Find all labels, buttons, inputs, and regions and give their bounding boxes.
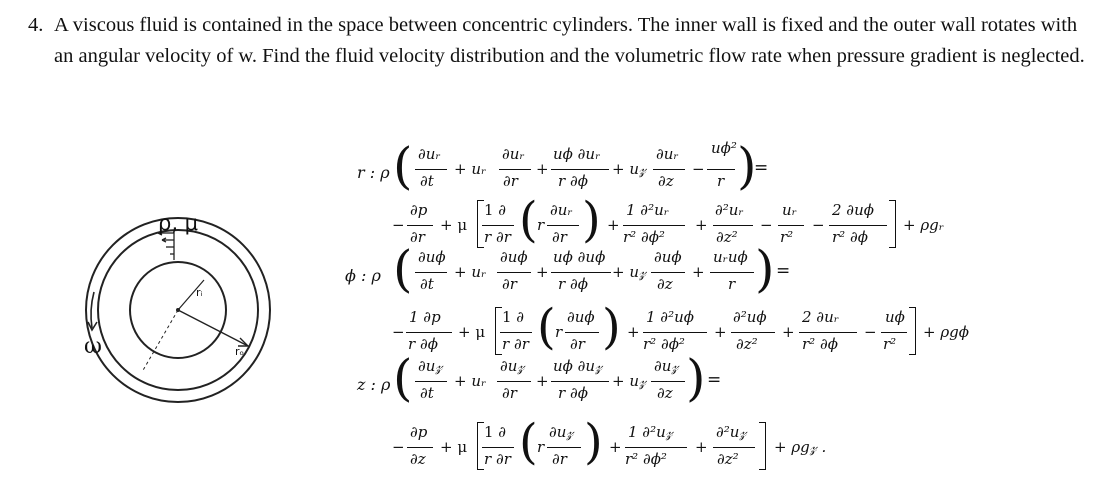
r-frac-bar-11 [778, 225, 804, 226]
phi-plus-ur: + uᵣ [454, 263, 487, 281]
plus-sign: + [692, 263, 705, 281]
z-open-bracket [477, 422, 484, 470]
r-2duphi-num: 2 ∂uϕ [832, 201, 874, 219]
z-dz-den-2: ∂z [410, 450, 426, 468]
z-dr-den-3: ∂r [552, 450, 567, 468]
plus-sign: + [536, 372, 549, 390]
r-dur-num-2: ∂uᵣ [502, 145, 525, 163]
r-r-coef: r [537, 216, 545, 234]
problem-number: 4. [28, 14, 44, 36]
phi-dt-den: ∂t [420, 275, 434, 293]
plus-sign: + [627, 323, 640, 341]
r-dp-num: ∂p [410, 201, 428, 219]
minus-sign: − [392, 216, 405, 234]
z-equation-label: z : ρ [357, 375, 391, 394]
r-rdr-den: r ∂r [484, 228, 511, 246]
phi-frac-bar-12 [881, 332, 907, 333]
r-frac-bar-12 [829, 225, 887, 226]
r-plus-mu: + μ [440, 216, 468, 234]
z-plus-mu: + μ [440, 438, 468, 456]
phi-duphi-num: ∂uϕ [418, 248, 446, 266]
z-inner-close-paren: ) [584, 414, 603, 470]
phi-frac-bar-9 [643, 332, 707, 333]
z-inner-open-paren: ( [519, 414, 538, 470]
r-equation-label: r : ρ [357, 163, 390, 182]
z-frac-bar-7 [547, 447, 581, 448]
plus-sign: + [609, 438, 622, 456]
phi-gravity-term: + ρgϕ [923, 323, 969, 341]
phi-close-bracket [909, 307, 916, 355]
z-frac-bar-3 [551, 381, 609, 382]
z-uphi-duz-num: uϕ ∂u𝓏 [553, 357, 603, 375]
r-uphi-dur-num: uϕ ∂uᵣ [553, 145, 601, 163]
r-dur-num: ∂uᵣ [418, 145, 441, 163]
plus-sign: + [607, 216, 620, 234]
plus-sign: + [714, 323, 727, 341]
z-open-paren: ( [393, 349, 413, 407]
phi-open-paren: ( [393, 240, 413, 298]
z-d2uz-num: ∂²u𝓏 [716, 423, 747, 441]
phi-duphi-num-3: ∂uϕ [654, 248, 682, 266]
r-frac-bar-7 [482, 225, 514, 226]
equals-sign: = [776, 261, 791, 281]
phi-frac-bar-4 [651, 272, 685, 273]
r-inner-close-paren: ) [582, 192, 601, 248]
r-frac-bar-9 [623, 225, 685, 226]
z-close-bracket [759, 422, 766, 470]
phi-r2dphi-den: r² ∂ϕ [802, 335, 838, 353]
phi-uphi-duphi-num: uϕ ∂uϕ [553, 248, 606, 266]
plus-sign: + [536, 263, 549, 281]
phi-d2uphi-num: ∂²uϕ [733, 308, 767, 326]
phi-dr-den-3: ∂r [570, 335, 585, 353]
z-frac-bar-9 [713, 447, 755, 448]
z-one-d-num: 1 ∂ [484, 423, 507, 441]
phi-frac-bar-8 [565, 332, 599, 333]
phi-r-den: r [728, 275, 736, 293]
phi-2dur-num: 2 ∂uᵣ [802, 308, 839, 326]
phi-frac-bar-1 [415, 272, 447, 273]
z-dt-den: ∂t [420, 384, 434, 402]
phi-uphi-num: uϕ [885, 308, 905, 326]
phi-frac-bar-3 [551, 272, 611, 273]
r-dz2-den: ∂z² [716, 228, 738, 246]
z-frac-bar-2 [497, 381, 531, 382]
outer-radius-label: rₒ [235, 345, 245, 358]
r-gravity-term: + ρgᵣ [903, 216, 944, 234]
phi-frac-bar-6 [406, 332, 452, 333]
phi-r2dphi2-den: r² ∂ϕ² [643, 335, 685, 353]
z-one-d2uz-num: 1 ∂²u𝓏 [628, 423, 673, 441]
phi-frac-bar-7 [500, 332, 532, 333]
phi-plus-uz: + u𝓏 [612, 263, 646, 281]
z-duz-num-3: ∂u𝓏 [654, 357, 679, 375]
equals-sign: = [707, 370, 722, 390]
phi-duphi-num-4: ∂uϕ [567, 308, 595, 326]
problem-text: A viscous fluid is contained in the space between concentric cylinders. The inner wall is fixed and the outer wall rotates with an angular velocity of w. Find the fluid velocity distribution and the volumetric flow rate when pressure gradient is neglected. [54, 14, 1085, 67]
phi-rdr-den: r ∂r [502, 335, 529, 353]
r-dr-den-3: ∂r [552, 228, 567, 246]
r-frac-bar-5 [707, 169, 735, 170]
r-frac-bar-10 [713, 225, 753, 226]
phi-one-d2uphi-num: 1 ∂²uϕ [646, 308, 694, 326]
z-close-paren: ) [686, 349, 706, 407]
plus-sign: + [536, 160, 549, 178]
r-one-d2ur-num: 1 ∂²uᵣ [626, 201, 669, 219]
r-frac-bar-2 [499, 169, 531, 170]
phi-frac-bar-5 [710, 272, 754, 273]
r-inner-open-paren: ( [519, 192, 538, 248]
r-dr-den: ∂r [503, 172, 518, 190]
r-frac-bar-8 [547, 225, 579, 226]
z-plus-uz: + u𝓏 [612, 372, 646, 390]
minus-sign: − [392, 438, 405, 456]
r-uphi2-num: uϕ² [711, 139, 737, 157]
r-frac-bar-4 [653, 169, 685, 170]
phi-one-dp-num: 1 ∂p [409, 308, 441, 326]
r-r2dphi2-den: r² ∂ϕ² [623, 228, 665, 246]
r-open-bracket [477, 200, 484, 248]
phi-rdphi-den: r ∂ϕ [558, 275, 588, 293]
minus-sign: − [692, 160, 705, 178]
fluid-properties-label: ρ, μ [158, 211, 199, 235]
phi-r-coef: r [555, 323, 563, 341]
r-plus-uz: + u𝓏 [612, 160, 646, 178]
z-dp-num: ∂p [410, 423, 428, 441]
phi-dz-den: ∂z [657, 275, 673, 293]
z-duz-num-4: ∂u𝓏 [549, 423, 574, 441]
phi-close-paren: ) [755, 240, 775, 298]
z-duz-num: ∂u𝓏 [418, 357, 443, 375]
z-plus-ur: + uᵣ [454, 372, 487, 390]
r-frac-bar-1 [415, 169, 447, 170]
z-frac-bar-6 [482, 447, 514, 448]
r-frac-bar-3 [551, 169, 609, 170]
r-dr-den-2: ∂r [410, 228, 425, 246]
r-r2dphi-den: r² ∂ϕ [832, 228, 868, 246]
r-close-paren: ) [737, 137, 757, 195]
equals-sign: = [754, 158, 769, 178]
r-r-den: r [717, 172, 725, 190]
z-r2dphi2-den: r² ∂ϕ² [625, 450, 667, 468]
phi-frac-bar-11 [799, 332, 857, 333]
phi-rdphi-den-2: r ∂ϕ [408, 335, 438, 353]
phi-frac-bar-10 [731, 332, 775, 333]
phi-r2-den: r² [883, 335, 897, 353]
minus-sign: − [760, 216, 773, 234]
phi-dz2-den: ∂z² [736, 335, 758, 353]
z-rdphi-den: r ∂ϕ [558, 384, 588, 402]
inner-radius-label: rᵢ [196, 286, 203, 299]
r-one-d-num: 1 ∂ [484, 201, 507, 219]
z-frac-bar-4 [651, 381, 685, 382]
phi-duphi-num-2: ∂uϕ [500, 248, 528, 266]
r-rdphi-den: r ∂ϕ [558, 172, 588, 190]
z-rdr-den: r ∂r [484, 450, 511, 468]
r-dur-num-4: ∂uᵣ [550, 201, 573, 219]
minus-sign: − [864, 323, 877, 341]
minus-sign: − [392, 323, 405, 341]
z-dz-den: ∂z [657, 384, 673, 402]
phi-one-d-num: 1 ∂ [502, 308, 525, 326]
phi-frac-bar-2 [497, 272, 531, 273]
r-plus-ur: + uᵣ [454, 160, 487, 178]
phi-equation-label: ϕ : ρ [345, 266, 381, 285]
phi-plus-mu: + μ [458, 323, 486, 341]
phi-uruphi-num: uᵣuϕ [713, 248, 748, 266]
phi-open-bracket [495, 307, 502, 355]
phi-inner-open-paren: ( [537, 299, 556, 355]
phi-inner-close-paren: ) [602, 299, 621, 355]
r-r2-den: r² [780, 228, 794, 246]
z-frac-bar-8 [625, 447, 687, 448]
r-ur-num: uᵣ [782, 201, 797, 219]
r-dt-den: ∂t [420, 172, 434, 190]
z-frac-bar-5 [407, 447, 433, 448]
minus-sign: − [812, 216, 825, 234]
z-duz-num-2: ∂u𝓏 [500, 357, 525, 375]
z-r-coef: r [537, 438, 545, 456]
r-dz-den: ∂z [658, 172, 674, 190]
z-frac-bar-1 [415, 381, 447, 382]
r-open-paren: ( [393, 137, 413, 195]
plus-sign: + [782, 323, 795, 341]
omega-label: ω [84, 334, 102, 359]
plus-sign: + [695, 216, 708, 234]
r-frac-bar-6 [407, 225, 433, 226]
r-d2ur-num: ∂²uᵣ [715, 201, 744, 219]
plus-sign: + [695, 438, 708, 456]
z-gravity-term: + ρg𝓏 . [774, 438, 827, 456]
r-dur-num-3: ∂uᵣ [656, 145, 679, 163]
r-close-bracket [889, 200, 896, 248]
z-dr-den: ∂r [502, 384, 517, 402]
z-dz2-den: ∂z² [717, 450, 739, 468]
phi-dr-den: ∂r [502, 275, 517, 293]
